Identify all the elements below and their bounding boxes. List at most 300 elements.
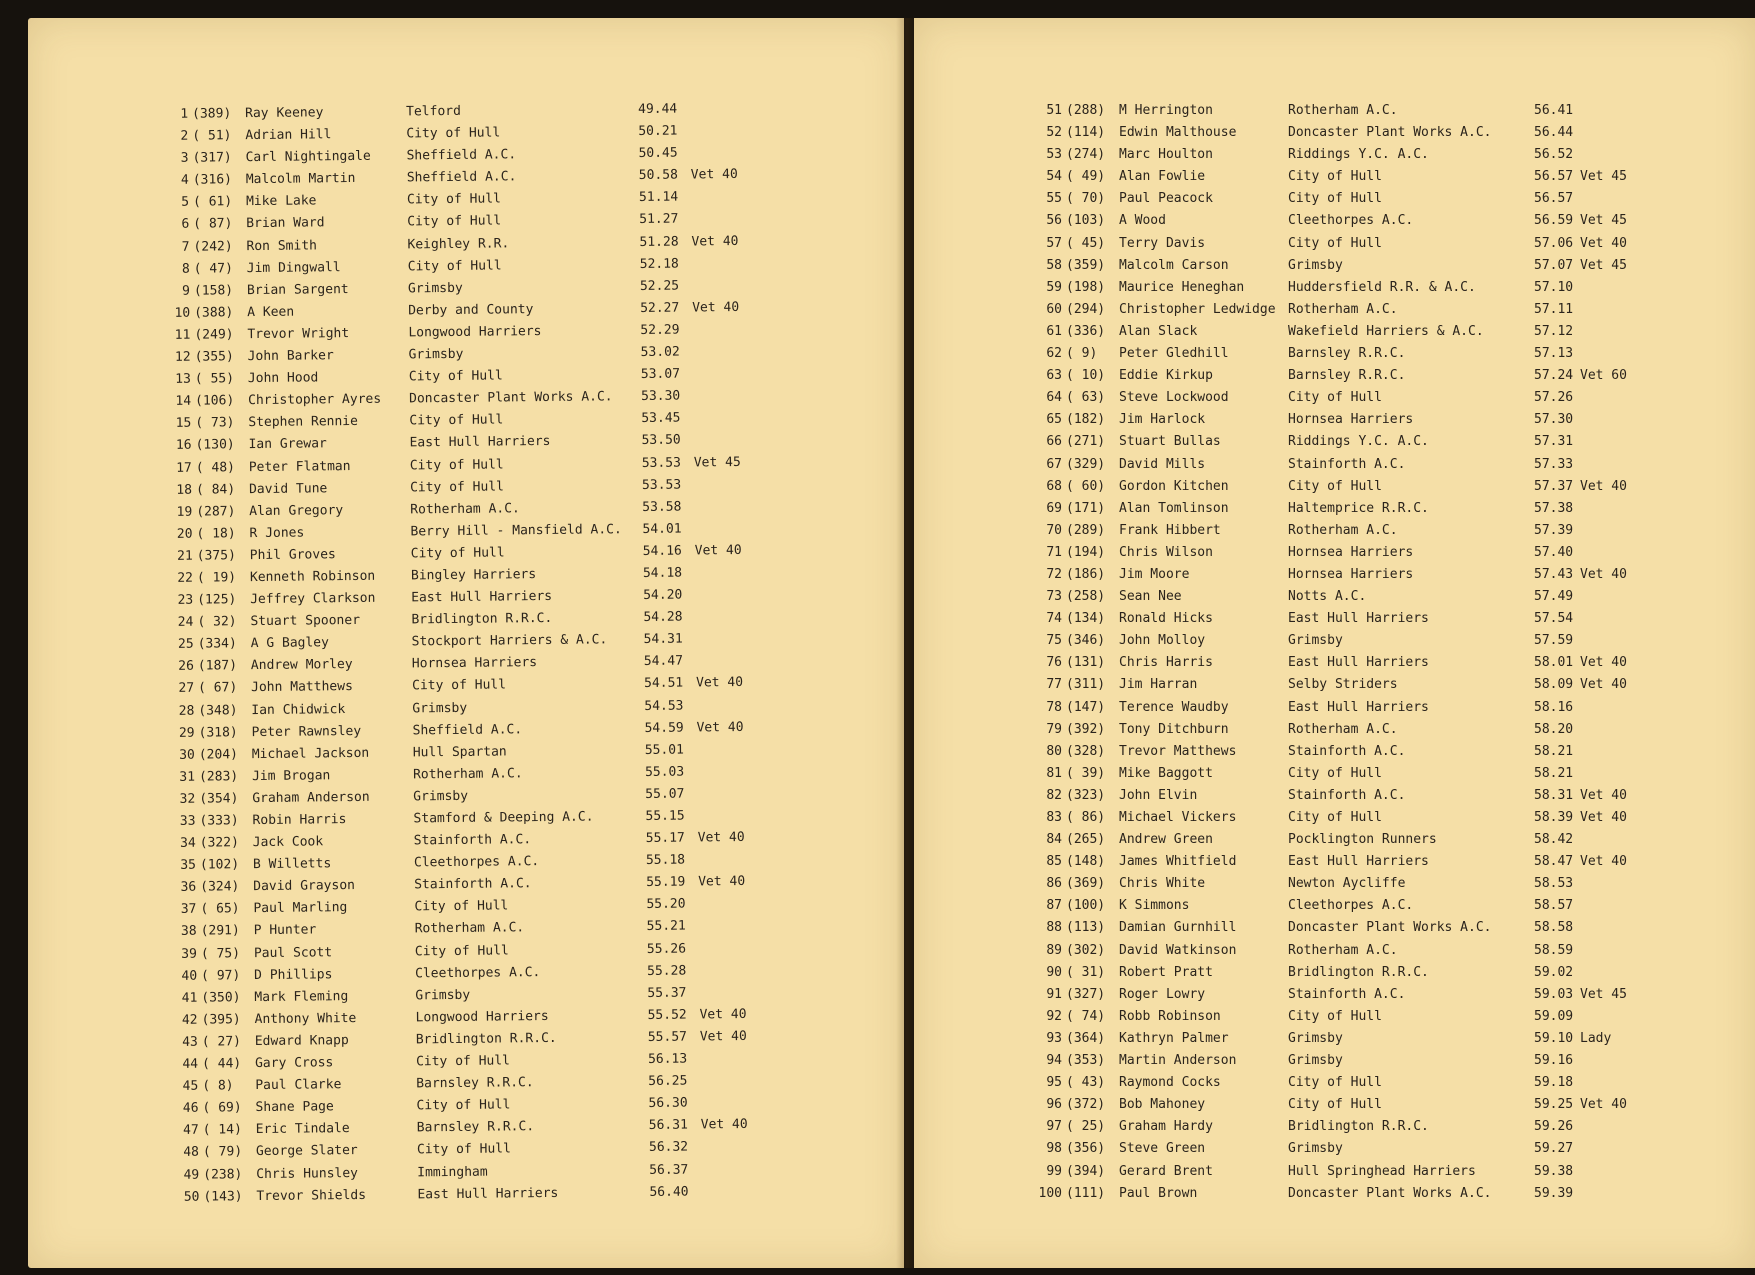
runner-name: Robert Pratt <box>1119 964 1213 980</box>
finish-position: 12 <box>174 349 191 365</box>
finish-position: 29 <box>178 725 195 741</box>
club-name: Barnsley R.R.C. <box>416 1119 535 1136</box>
runner-name: Adrian Hill <box>245 127 332 144</box>
runner-name: Terry Davis <box>1119 235 1206 251</box>
finish-time: 56.40 <box>649 1184 689 1200</box>
club-name: Cleethorpes A.C. <box>413 854 540 871</box>
runner-name: Eddie Kirkup <box>1119 368 1213 384</box>
finish-time: 58.21 <box>1534 765 1574 781</box>
runner-name: A Wood <box>1119 213 1166 229</box>
race-number: (328) <box>1066 743 1106 759</box>
runner-name: John Matthews <box>251 679 353 696</box>
finish-time: 56.57 <box>1534 191 1574 207</box>
category: Vet 45 <box>1580 257 1627 273</box>
club-name: Stainforth A.C. <box>1288 787 1406 803</box>
club-name: Huddersfield R.R. & A.C. <box>1288 279 1476 295</box>
runner-name: Stephen Rennie <box>248 414 358 431</box>
runner-name: Brian Sargent <box>246 281 349 298</box>
finish-position: 66 <box>1046 434 1062 450</box>
finish-time: 57.11 <box>1534 301 1574 317</box>
club-name: Haltemprice R.R.C. <box>1288 500 1429 516</box>
runner-name: Paul Brown <box>1119 1185 1198 1201</box>
finish-time: 59.26 <box>1534 1119 1574 1135</box>
finish-time: 53.45 <box>641 410 681 427</box>
club-name: Grimsby <box>413 788 469 805</box>
race-number: (346) <box>1066 633 1106 649</box>
runner-name: K Simmons <box>1119 898 1190 914</box>
finish-time: 55.01 <box>644 742 685 758</box>
club-name: Bridlington R.R.C. <box>415 1030 557 1048</box>
finish-time: 58.01 <box>1534 655 1574 671</box>
race-number: (194) <box>1066 544 1106 560</box>
finish-time: 57.59 <box>1534 633 1574 649</box>
finish-position: 51 <box>1046 103 1062 118</box>
finish-time: 53.07 <box>640 366 681 383</box>
race-number: (111) <box>1066 1185 1106 1201</box>
race-number: (395) <box>201 1012 241 1028</box>
club-name: Hull Springhead Harriers <box>1288 1163 1476 1179</box>
race-number: ( 45) <box>1066 235 1106 251</box>
runner-name: Malcolm Martin <box>245 171 356 188</box>
finish-time: 53.02 <box>640 344 680 361</box>
category: Vet 40 <box>691 233 739 250</box>
runner-name: Jim Brogan <box>251 768 331 784</box>
finish-position: 42 <box>181 1012 198 1028</box>
race-number: ( 10) <box>1066 368 1106 384</box>
runner-name: Paul Peacock <box>1119 191 1213 207</box>
finish-position: 15 <box>175 416 192 432</box>
race-number: (238) <box>203 1166 243 1183</box>
runner-name: Peter Flatman <box>248 458 351 475</box>
race-number: ( 70) <box>1066 191 1106 207</box>
race-number: (100) <box>1066 898 1106 914</box>
category: Vet 40 <box>1580 235 1627 251</box>
runner-name: Anthony White <box>254 1010 357 1027</box>
race-number: ( 86) <box>1066 810 1106 825</box>
finish-time: 54.59 <box>644 720 684 736</box>
club-name: Immingham <box>417 1164 488 1180</box>
runner-name: Jim Harran <box>1119 677 1198 693</box>
runner-name: Mark Fleming <box>254 988 349 1005</box>
race-number: (354) <box>199 791 239 807</box>
runner-name: Peter Gledhill <box>1119 346 1229 362</box>
finish-position: 84 <box>1046 832 1062 848</box>
runner-name: Stuart Spooner <box>250 613 361 630</box>
club-name: Sheffield A.C. <box>406 169 517 186</box>
finish-position: 87 <box>1046 898 1062 914</box>
race-number: (388) <box>194 305 234 321</box>
finish-time: 55.57 <box>647 1029 688 1045</box>
finish-position: 19 <box>176 504 193 520</box>
club-name: City of Hull <box>408 368 503 385</box>
race-number: (350) <box>201 989 241 1006</box>
race-number: (283) <box>198 769 239 785</box>
category: Vet 40 <box>699 1006 747 1023</box>
club-name: City of Hull <box>1288 169 1382 185</box>
race-number: (242) <box>193 238 233 255</box>
race-number: (375) <box>196 548 236 564</box>
finish-time: 52.25 <box>639 278 680 294</box>
finish-time: 57.07 <box>1534 257 1574 273</box>
club-name: Doncaster Plant Works A.C. <box>1288 920 1492 936</box>
runner-name: M Herrington <box>1119 103 1213 118</box>
runner-name: Terence Waudby <box>1119 699 1229 715</box>
finish-time: 55.26 <box>646 941 687 957</box>
race-number: (317) <box>192 150 232 166</box>
club-name: City of Hull <box>416 1097 511 1114</box>
finish-position: 73 <box>1046 589 1062 605</box>
runner-name: Andrew Green <box>1119 832 1213 848</box>
club-name: Sheffield A.C. <box>412 721 523 739</box>
race-number: (318) <box>198 724 238 741</box>
finish-time: 56.37 <box>649 1162 689 1178</box>
runner-name: Michael Vickers <box>1119 810 1237 825</box>
finish-position: 56 <box>1046 213 1062 229</box>
runner-name: Jim Moore <box>1119 566 1190 582</box>
race-number: (147) <box>1066 699 1106 715</box>
club-name: Selby Striders <box>1288 677 1398 693</box>
club-name: Rotherham A.C. <box>412 766 523 783</box>
finish-time: 57.31 <box>1534 434 1574 450</box>
race-number: ( 48) <box>195 459 236 476</box>
finish-position: 37 <box>180 902 197 918</box>
runner-name: Trevor Matthews <box>1119 743 1237 759</box>
left-page <box>28 18 904 1268</box>
finish-time: 53.53 <box>641 477 682 493</box>
club-name: Grimsby <box>1288 633 1343 649</box>
category: Vet 40 <box>694 542 742 559</box>
finish-position: 25 <box>177 636 194 653</box>
finish-time: 57.49 <box>1534 589 1574 605</box>
club-name: City of Hull <box>1288 478 1382 494</box>
finish-time: 57.10 <box>1534 279 1574 295</box>
runner-name: Robb Robinson <box>1119 1008 1221 1024</box>
finish-time: 57.33 <box>1534 456 1574 472</box>
race-number: ( 84) <box>195 481 236 498</box>
race-number: (106) <box>195 393 235 409</box>
finish-time: 58.09 <box>1534 677 1574 693</box>
club-name: Grimsby <box>407 280 463 297</box>
runner-name: Alan Slack <box>1119 323 1198 339</box>
club-name: Doncaster Plant Works A.C. <box>1288 125 1492 141</box>
finish-time: 56.41 <box>1534 103 1574 118</box>
club-name: City of Hull <box>407 258 502 275</box>
race-number: (324) <box>200 879 240 895</box>
race-number: (394) <box>1066 1163 1106 1179</box>
club-name: Stainforth A.C. <box>1288 743 1406 759</box>
category: Vet 40 <box>1580 1097 1627 1113</box>
finish-time: 53.53 <box>641 455 682 471</box>
finish-position: 38 <box>180 924 197 940</box>
race-number: ( 63) <box>1066 390 1106 406</box>
runner-name: Paul Scott <box>253 944 333 961</box>
runner-name: Marc Houlton <box>1119 147 1213 163</box>
finish-position: 65 <box>1046 412 1062 428</box>
club-name: Rotherham A.C. <box>410 500 520 518</box>
runner-name: A Keen <box>247 304 295 320</box>
race-number: ( 49) <box>1066 169 1106 185</box>
runner-name: Mike Baggott <box>1119 765 1213 781</box>
finish-time: 56.57 <box>1534 169 1574 185</box>
finish-time: 55.19 <box>646 874 686 891</box>
race-number: (389) <box>192 106 232 122</box>
race-number: ( 97) <box>201 967 241 984</box>
club-name: Hornsea Harriers <box>1288 566 1414 582</box>
finish-position: 26 <box>178 659 194 675</box>
finish-position: 95 <box>1046 1075 1062 1091</box>
finish-time: 57.38 <box>1534 500 1574 516</box>
finish-position: 33 <box>179 813 196 829</box>
finish-position: 40 <box>181 968 198 984</box>
club-name: Riddings Y.C. A.C. <box>1288 147 1429 163</box>
runner-name: James Whitfield <box>1119 854 1237 870</box>
finish-position: 79 <box>1046 721 1062 737</box>
runner-name: Chris White <box>1119 876 1206 892</box>
club-name: City of Hull <box>406 191 502 208</box>
club-name: Grimsby <box>1288 257 1343 273</box>
finish-position: 1 <box>180 106 189 122</box>
finish-position: 14 <box>175 393 192 410</box>
club-name: Stainforth A.C. <box>1288 456 1406 472</box>
finish-time: 59.02 <box>1534 964 1574 980</box>
finish-position: 7 <box>181 239 190 255</box>
runner-name: Martin Anderson <box>1119 1053 1237 1069</box>
race-number: ( 9) <box>1066 346 1098 362</box>
club-name: City of Hull <box>414 898 509 915</box>
race-number: (392) <box>1066 721 1106 737</box>
race-number: (171) <box>1066 500 1106 516</box>
club-name: Rotherham A.C. <box>1288 522 1398 538</box>
club-name: City of Hull <box>407 213 502 230</box>
finish-position: 23 <box>177 592 194 608</box>
finish-time: 59.09 <box>1534 1008 1574 1024</box>
runner-name: D Phillips <box>254 966 333 983</box>
runner-name: Stuart Bullas <box>1119 434 1221 450</box>
finish-time: 59.16 <box>1534 1053 1574 1069</box>
club-name: City of Hull <box>406 125 501 142</box>
finish-position: 5 <box>181 195 190 211</box>
finish-position: 60 <box>1046 301 1062 317</box>
finish-position: 4 <box>180 172 189 189</box>
club-name: Stainforth A.C. <box>1288 986 1406 1002</box>
runner-name: Alan Fowlie <box>1119 169 1206 185</box>
runner-name: John Hood <box>247 370 319 387</box>
club-name: City of Hull <box>416 1141 511 1158</box>
race-number: ( 51) <box>192 128 232 144</box>
finish-time: 57.30 <box>1534 412 1574 428</box>
club-name: Cleethorpes A.C. <box>415 964 541 982</box>
finish-position: 100 <box>1038 1185 1062 1201</box>
finish-position: 86 <box>1046 876 1062 892</box>
finish-position: 55 <box>1046 191 1062 207</box>
runner-name: David Watkinson <box>1119 942 1237 958</box>
finish-position: 34 <box>180 835 196 851</box>
race-number: ( 79) <box>202 1144 243 1161</box>
runner-name: Chris Wilson <box>1119 544 1213 560</box>
finish-position: 31 <box>179 769 196 785</box>
club-name: City of Hull <box>1288 765 1382 781</box>
race-number: (258) <box>1066 589 1106 605</box>
runner-name: Edwin Malthouse <box>1119 125 1237 141</box>
finish-position: 96 <box>1046 1097 1062 1113</box>
club-name: Grimsby <box>415 987 471 1004</box>
race-number: ( 44) <box>201 1056 242 1072</box>
club-name: City of Hull <box>410 545 505 562</box>
finish-position: 44 <box>182 1056 199 1072</box>
runner-name: Edward Knapp <box>254 1033 349 1049</box>
finish-time: 56.52 <box>1534 147 1574 163</box>
runner-name: Frank Hibbert <box>1119 522 1221 538</box>
finish-position: 24 <box>177 614 194 630</box>
finish-time: 56.31 <box>648 1117 688 1134</box>
finish-position: 46 <box>182 1100 199 1117</box>
club-name: Notts A.C. <box>1288 589 1367 605</box>
club-name: City of Hull <box>1288 235 1382 251</box>
finish-time: 52.27 <box>640 300 680 316</box>
category: Lady <box>1580 1030 1612 1046</box>
race-number: ( 32) <box>197 614 237 630</box>
runner-name: R Jones <box>249 525 305 541</box>
club-name: Newton Aycliffe <box>1288 876 1406 892</box>
runner-name: Sean Nee <box>1119 589 1182 605</box>
finish-position: 80 <box>1046 743 1062 759</box>
runner-name: John Elvin <box>1119 787 1198 803</box>
finish-time: 59.18 <box>1534 1075 1574 1091</box>
runner-name: Ray Keeney <box>245 105 324 122</box>
race-number: ( 61) <box>192 194 233 211</box>
race-number: (355) <box>194 349 234 365</box>
race-number: (198) <box>1066 279 1106 295</box>
race-number: ( 43) <box>1066 1075 1106 1091</box>
club-name: City of Hull <box>1288 1008 1382 1024</box>
runner-name: Peter Rawnsley <box>251 723 362 740</box>
club-name: City of Hull <box>415 1053 511 1070</box>
finish-time: 58.47 <box>1534 854 1574 870</box>
finish-position: 57 <box>1046 235 1062 251</box>
finish-time: 59.38 <box>1534 1163 1574 1179</box>
finish-position: 89 <box>1046 942 1062 958</box>
finish-position: 78 <box>1046 699 1062 715</box>
finish-position: 17 <box>176 460 192 476</box>
finish-position: 21 <box>177 548 193 564</box>
finish-position: 85 <box>1046 854 1062 870</box>
runner-name: B Willetts <box>252 856 332 873</box>
race-number: ( 31) <box>1066 964 1106 980</box>
club-name: City of Hull <box>1288 1075 1382 1091</box>
race-number: (359) <box>1066 257 1106 273</box>
club-name: East Hull Harriers <box>1288 611 1429 627</box>
finish-time: 54.47 <box>643 653 684 670</box>
race-number: (322) <box>199 835 239 851</box>
finish-time: 55.07 <box>645 786 685 802</box>
finish-position: 98 <box>1046 1141 1062 1157</box>
finish-position: 50 <box>183 1189 200 1205</box>
right-page <box>914 18 1755 1268</box>
runner-name: David Mills <box>1119 456 1206 472</box>
runner-name: Chris Harris <box>1119 655 1213 671</box>
category: Vet 45 <box>693 454 741 470</box>
club-name: City of Hull <box>1288 191 1382 207</box>
runner-name: A G Bagley <box>250 635 330 652</box>
club-name: East Hull Harriers <box>411 588 553 606</box>
finish-time: 58.16 <box>1534 699 1574 715</box>
finish-time: 55.17 <box>645 830 685 847</box>
finish-time: 58.53 <box>1534 876 1574 892</box>
finish-position: 68 <box>1046 478 1062 494</box>
finish-time: 58.59 <box>1534 942 1574 958</box>
finish-time: 52.18 <box>639 256 679 272</box>
finish-time: 55.03 <box>644 764 685 780</box>
finish-position: 69 <box>1046 500 1062 516</box>
finish-position: 41 <box>181 990 198 1006</box>
finish-time: 58.20 <box>1534 721 1574 737</box>
finish-time: 57.24 <box>1534 368 1574 384</box>
finish-position: 8 <box>181 261 190 277</box>
finish-position: 91 <box>1046 986 1062 1002</box>
finish-position: 54 <box>1046 169 1062 185</box>
club-name: Riddings Y.C. A.C. <box>1288 434 1429 450</box>
club-name: City of Hull <box>1288 810 1382 825</box>
finish-time: 58.58 <box>1534 920 1574 936</box>
finish-position: 90 <box>1046 964 1062 980</box>
club-name: Barnsley R.R.C. <box>1288 346 1406 362</box>
club-name: Grimsby <box>1288 1141 1343 1157</box>
club-name: City of Hull <box>412 677 507 694</box>
finish-position: 83 <box>1046 810 1062 825</box>
runner-name: Ronald Hicks <box>1119 611 1213 627</box>
club-name: Pocklington Runners <box>1288 832 1437 848</box>
runner-name: Trevor Wright <box>247 325 350 343</box>
finish-position: 74 <box>1046 611 1062 627</box>
finish-time: 58.31 <box>1534 787 1574 803</box>
race-number: (353) <box>1066 1053 1106 1069</box>
runner-name: David Grayson <box>253 878 356 895</box>
finish-position: 92 <box>1046 1008 1062 1024</box>
finish-position: 63 <box>1046 368 1062 384</box>
finish-position: 30 <box>179 747 195 763</box>
race-number: (204) <box>198 746 239 763</box>
finish-time: 54.31 <box>643 631 683 648</box>
runner-name: Raymond Cocks <box>1119 1075 1221 1091</box>
race-number: (369) <box>1066 876 1106 892</box>
finish-position: 35 <box>180 857 197 874</box>
finish-position: 27 <box>178 681 195 697</box>
club-name: Bridlington R.R.C. <box>1288 1119 1429 1135</box>
race-number: ( 39) <box>1066 765 1106 781</box>
club-name: Cleethorpes A.C. <box>1288 213 1414 229</box>
finish-time: 58.57 <box>1534 898 1574 914</box>
category: Vet 40 <box>1580 677 1627 693</box>
finish-position: 36 <box>180 879 197 896</box>
club-name: City of Hull <box>409 412 504 429</box>
finish-position: 39 <box>181 946 197 962</box>
club-name: Sheffield A.C. <box>406 147 517 164</box>
club-name: Telford <box>406 103 461 120</box>
finish-position: 52 <box>1046 125 1062 141</box>
club-name: East Hull Harriers <box>1288 699 1429 715</box>
category: Vet 45 <box>1580 169 1627 185</box>
club-name: Stamford & Deeping A.C. <box>413 809 594 827</box>
finish-position: 47 <box>183 1122 199 1139</box>
club-name: Doncaster Plant Works A.C. <box>409 389 613 407</box>
finish-position: 20 <box>176 526 193 542</box>
race-number: (302) <box>1066 942 1106 958</box>
club-name: Stainforth A.C. <box>413 832 532 849</box>
finish-position: 71 <box>1046 544 1062 560</box>
race-number: ( 60) <box>1066 478 1106 494</box>
category: Vet 45 <box>1580 986 1627 1002</box>
category: Vet 40 <box>696 719 744 736</box>
